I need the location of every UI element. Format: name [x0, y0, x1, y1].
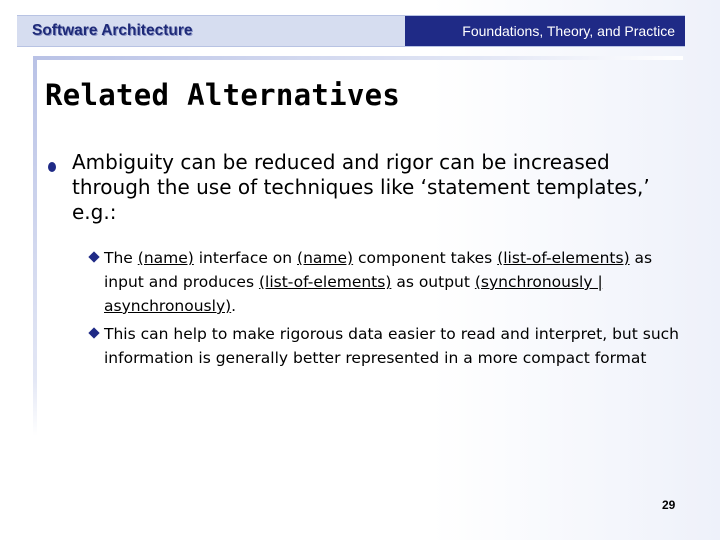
header-right-block — [405, 16, 685, 46]
template-text: as input and produces — [104, 249, 653, 291]
template-slot: (list-of-elements) — [258, 273, 392, 291]
bullet-text-1: Ambiguity can be reduced and rigor can be increased through the use of techniques like ‘statement templates,’ e.g.: — [72, 150, 650, 224]
page-number: 29 — [662, 498, 676, 512]
bullet-item-1 — [48, 150, 678, 225]
header-subtitle: Foundations, Theory, and Practice — [462, 23, 675, 39]
sub-bullet-item-1 — [104, 246, 685, 318]
template-slot: (name) — [297, 249, 354, 267]
frame-left-edge — [33, 56, 37, 436]
template-text: as output — [391, 273, 475, 291]
sub-bullet-item-2 — [104, 322, 685, 370]
sub-bullet-text-2: This can help to make rigorous data easier to read and interpret, but such information is generally better represented in a more compact format — [104, 325, 679, 367]
round-bullet-icon — [48, 162, 56, 172]
template-text: component takes — [353, 249, 498, 267]
slide-title: Related Alternatives — [45, 78, 401, 112]
header-bar — [17, 15, 685, 47]
template-text: The — [104, 249, 138, 267]
diamond-bullet-icon — [88, 327, 99, 338]
header-course-title: Software Architecture — [32, 22, 193, 39]
template-text: interface on — [193, 249, 298, 267]
diamond-bullet-icon — [88, 251, 99, 262]
frame-top-edge — [33, 56, 683, 60]
template-slot: (synchronously | asynchronously) — [104, 273, 603, 315]
template-slot: (list-of-elements) — [497, 249, 630, 267]
sub-bullet-text-1 — [104, 246, 685, 318]
template-slot: (name) — [137, 249, 194, 267]
template-text: . — [231, 297, 237, 315]
